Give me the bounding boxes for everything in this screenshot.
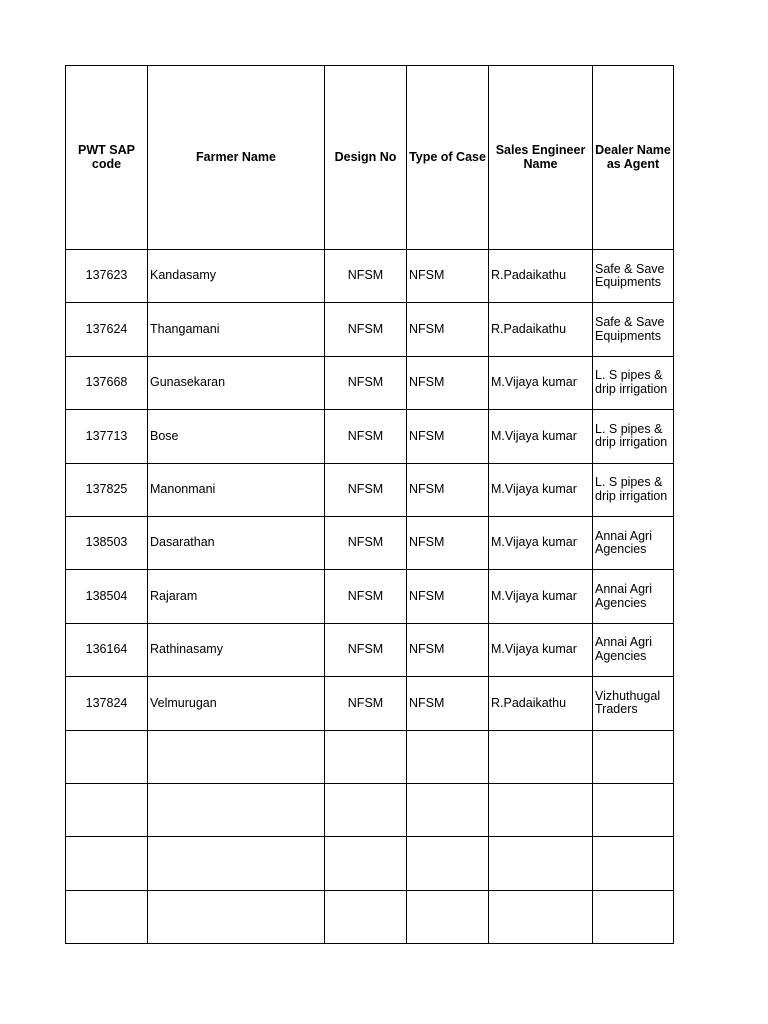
- table-row: [66, 463, 674, 516]
- cell-farmer-name: Kandasamy: [148, 250, 325, 303]
- cell-type-of-case: [407, 783, 489, 836]
- table-row: [66, 677, 674, 730]
- cell-farmer-name: Rathinasamy: [148, 623, 325, 676]
- table-row: [66, 303, 674, 356]
- header-dealer-name: Dealer Name as Agent: [593, 66, 674, 250]
- cell-sales-engineer: M.Vijaya kumar: [489, 410, 593, 463]
- header-type-of-case: Type of Case: [407, 66, 489, 250]
- cell-farmer-name: Manonmani: [148, 463, 325, 516]
- cell-type-of-case: NFSM: [407, 570, 489, 623]
- cell-farmer-name: [148, 890, 325, 943]
- cell-sales-engineer: R.Padaikathu: [489, 677, 593, 730]
- cell-pwt-sap-code: 138504: [66, 570, 148, 623]
- cell-type-of-case: NFSM: [407, 250, 489, 303]
- cell-dealer-name: Vizhuthugal Traders: [593, 677, 674, 730]
- table-row: [66, 250, 674, 303]
- cell-design-no: NFSM: [325, 463, 407, 516]
- cell-pwt-sap-code: 137668: [66, 356, 148, 409]
- cell-farmer-name: Bose: [148, 410, 325, 463]
- cell-sales-engineer: M.Vijaya kumar: [489, 356, 593, 409]
- cell-design-no: NFSM: [325, 677, 407, 730]
- cell-pwt-sap-code: [66, 837, 148, 890]
- cell-farmer-name: [148, 837, 325, 890]
- cell-type-of-case: NFSM: [407, 623, 489, 676]
- cell-design-no: [325, 730, 407, 783]
- cell-sales-engineer: [489, 837, 593, 890]
- cell-sales-engineer: [489, 890, 593, 943]
- cell-pwt-sap-code: 137824: [66, 677, 148, 730]
- table-row: [66, 356, 674, 409]
- cell-dealer-name: Annai Agri Agencies: [593, 623, 674, 676]
- cell-sales-engineer: M.Vijaya kumar: [489, 463, 593, 516]
- cell-design-no: NFSM: [325, 303, 407, 356]
- cell-dealer-name: [593, 783, 674, 836]
- cell-sales-engineer: M.Vijaya kumar: [489, 623, 593, 676]
- cell-pwt-sap-code: 138503: [66, 516, 148, 569]
- cell-design-no: NFSM: [325, 410, 407, 463]
- cell-type-of-case: NFSM: [407, 410, 489, 463]
- cell-type-of-case: [407, 837, 489, 890]
- table-row: [66, 570, 674, 623]
- cell-pwt-sap-code: 137624: [66, 303, 148, 356]
- table-row: [66, 516, 674, 569]
- cell-sales-engineer: M.Vijaya kumar: [489, 516, 593, 569]
- cell-pwt-sap-code: [66, 783, 148, 836]
- cell-dealer-name: [593, 890, 674, 943]
- table-body: [66, 250, 674, 944]
- table-row: [66, 837, 674, 890]
- cell-dealer-name: Safe & Save Equipments: [593, 303, 674, 356]
- table-row: [66, 730, 674, 783]
- cell-dealer-name: [593, 837, 674, 890]
- cell-pwt-sap-code: [66, 890, 148, 943]
- cell-dealer-name: L. S pipes & drip irrigation: [593, 410, 674, 463]
- cell-sales-engineer: R.Padaikathu: [489, 250, 593, 303]
- table-row: [66, 783, 674, 836]
- farmer-table: [65, 65, 674, 944]
- cell-dealer-name: Annai Agri Agencies: [593, 570, 674, 623]
- header-sales-engineer-name: Sales Engineer Name: [489, 66, 593, 250]
- table-row: [66, 890, 674, 943]
- table-row: [66, 410, 674, 463]
- cell-farmer-name: Rajaram: [148, 570, 325, 623]
- cell-farmer-name: [148, 783, 325, 836]
- cell-design-no: [325, 783, 407, 836]
- cell-design-no: NFSM: [325, 570, 407, 623]
- cell-dealer-name: L. S pipes & drip irrigation: [593, 463, 674, 516]
- cell-type-of-case: NFSM: [407, 356, 489, 409]
- cell-type-of-case: NFSM: [407, 677, 489, 730]
- table-row: [66, 623, 674, 676]
- cell-farmer-name: Thangamani: [148, 303, 325, 356]
- cell-sales-engineer: R.Padaikathu: [489, 303, 593, 356]
- header-design-no: Design No: [325, 66, 407, 250]
- cell-design-no: [325, 837, 407, 890]
- cell-dealer-name: [593, 730, 674, 783]
- cell-pwt-sap-code: 136164: [66, 623, 148, 676]
- cell-design-no: NFSM: [325, 516, 407, 569]
- cell-design-no: NFSM: [325, 250, 407, 303]
- cell-type-of-case: NFSM: [407, 303, 489, 356]
- cell-type-of-case: NFSM: [407, 463, 489, 516]
- header-row: [66, 66, 674, 250]
- cell-sales-engineer: M.Vijaya kumar: [489, 570, 593, 623]
- cell-sales-engineer: [489, 783, 593, 836]
- cell-type-of-case: [407, 890, 489, 943]
- cell-farmer-name: Velmurugan: [148, 677, 325, 730]
- cell-dealer-name: L. S pipes & drip irrigation: [593, 356, 674, 409]
- cell-type-of-case: NFSM: [407, 516, 489, 569]
- cell-pwt-sap-code: 137825: [66, 463, 148, 516]
- cell-type-of-case: [407, 730, 489, 783]
- header-pwt-sap-code: PWT SAP code: [66, 66, 148, 250]
- cell-dealer-name: Safe & Save Equipments: [593, 250, 674, 303]
- cell-sales-engineer: [489, 730, 593, 783]
- cell-farmer-name: Dasarathan: [148, 516, 325, 569]
- cell-farmer-name: Gunasekaran: [148, 356, 325, 409]
- cell-pwt-sap-code: 137623: [66, 250, 148, 303]
- cell-design-no: NFSM: [325, 356, 407, 409]
- cell-design-no: NFSM: [325, 623, 407, 676]
- cell-pwt-sap-code: [66, 730, 148, 783]
- cell-pwt-sap-code: 137713: [66, 410, 148, 463]
- cell-farmer-name: [148, 730, 325, 783]
- cell-design-no: [325, 890, 407, 943]
- cell-dealer-name: Annai Agri Agencies: [593, 516, 674, 569]
- header-farmer-name: Farmer Name: [148, 66, 325, 250]
